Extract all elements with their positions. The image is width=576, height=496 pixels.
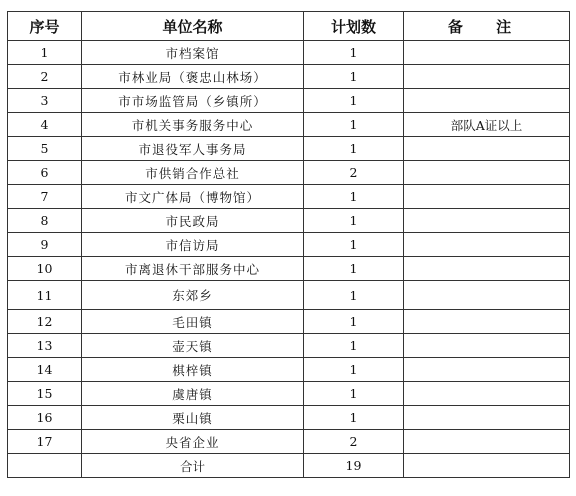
row-plan-count: 1	[304, 185, 404, 209]
row-unit-name: 市机关事务服务中心	[82, 113, 304, 137]
table-row	[8, 382, 570, 406]
row-unit-name: 东郊乡	[82, 281, 304, 310]
row-seq: 2	[8, 65, 82, 89]
row-plan-count: 1	[304, 113, 404, 137]
row-plan-count: 1	[304, 334, 404, 358]
table-row	[8, 310, 570, 334]
row-note	[404, 358, 570, 382]
table-row	[8, 89, 570, 113]
total-row	[8, 454, 570, 478]
row-plan-count: 1	[304, 137, 404, 161]
total-note-cell	[404, 454, 570, 478]
row-note	[404, 185, 570, 209]
row-unit-name: 市信访局	[82, 233, 304, 257]
row-unit-name: 毛田镇	[82, 310, 304, 334]
row-seq: 3	[8, 89, 82, 113]
row-note	[404, 406, 570, 430]
table-row	[8, 233, 570, 257]
row-plan-count: 1	[304, 209, 404, 233]
row-note: 部队A证以上	[404, 113, 570, 137]
row-note	[404, 41, 570, 65]
total-seq-cell	[8, 454, 82, 478]
header-row	[8, 12, 570, 41]
row-seq: 15	[8, 382, 82, 406]
row-note	[404, 233, 570, 257]
row-unit-name: 栗山镇	[82, 406, 304, 430]
row-seq: 13	[8, 334, 82, 358]
row-seq: 6	[8, 161, 82, 185]
row-plan-count: 1	[304, 281, 404, 310]
row-unit-name: 央省企业	[82, 430, 304, 454]
row-seq: 17	[8, 430, 82, 454]
row-plan-count: 1	[304, 358, 404, 382]
total-label: 合计	[82, 454, 304, 478]
row-note	[404, 257, 570, 281]
row-plan-count: 1	[304, 233, 404, 257]
row-plan-count: 1	[304, 41, 404, 65]
table-row	[8, 137, 570, 161]
row-unit-name: 市林业局（褒忠山林场）	[82, 65, 304, 89]
table-row	[8, 281, 570, 310]
table-row	[8, 41, 570, 65]
table-row	[8, 113, 570, 137]
row-seq: 4	[8, 113, 82, 137]
row-note	[404, 209, 570, 233]
table-row	[8, 334, 570, 358]
row-plan-count: 1	[304, 406, 404, 430]
table-row	[8, 358, 570, 382]
table-row	[8, 430, 570, 454]
row-note	[404, 430, 570, 454]
row-plan-count: 1	[304, 65, 404, 89]
row-unit-name: 市离退休干部服务中心	[82, 257, 304, 281]
row-plan-count: 1	[304, 257, 404, 281]
header-note: 备 注	[404, 12, 570, 41]
row-plan-count: 2	[304, 161, 404, 185]
row-unit-name: 棋梓镇	[82, 358, 304, 382]
row-seq: 5	[8, 137, 82, 161]
row-note	[404, 334, 570, 358]
table-row	[8, 257, 570, 281]
table-body	[8, 41, 570, 478]
row-plan-count: 2	[304, 430, 404, 454]
row-unit-name: 虞唐镇	[82, 382, 304, 406]
recruitment-plan-table	[7, 11, 570, 478]
row-note	[404, 89, 570, 113]
row-seq: 7	[8, 185, 82, 209]
row-seq: 11	[8, 281, 82, 310]
row-unit-name: 市供销合作总社	[82, 161, 304, 185]
row-note	[404, 382, 570, 406]
row-seq: 10	[8, 257, 82, 281]
table-row	[8, 65, 570, 89]
row-note	[404, 281, 570, 310]
table-row	[8, 406, 570, 430]
row-note	[404, 65, 570, 89]
row-unit-name: 市民政局	[82, 209, 304, 233]
row-unit-name: 市退役军人事务局	[82, 137, 304, 161]
row-plan-count: 1	[304, 89, 404, 113]
header-count: 计划数	[304, 12, 404, 41]
header-seq: 序号	[8, 12, 82, 41]
row-seq: 1	[8, 41, 82, 65]
row-seq: 9	[8, 233, 82, 257]
row-unit-name: 市文广体局（博物馆）	[82, 185, 304, 209]
row-unit-name: 壶天镇	[82, 334, 304, 358]
row-note	[404, 137, 570, 161]
row-seq: 8	[8, 209, 82, 233]
row-seq: 16	[8, 406, 82, 430]
row-seq: 12	[8, 310, 82, 334]
row-note	[404, 161, 570, 185]
row-seq: 14	[8, 358, 82, 382]
header-unit: 单位名称	[82, 12, 304, 41]
row-unit-name: 市市场监管局（乡镇所）	[82, 89, 304, 113]
table-row	[8, 161, 570, 185]
table-row	[8, 209, 570, 233]
row-plan-count: 1	[304, 310, 404, 334]
row-note	[404, 310, 570, 334]
row-unit-name: 市档案馆	[82, 41, 304, 65]
table-row	[8, 185, 570, 209]
row-plan-count: 1	[304, 382, 404, 406]
total-count: 19	[304, 454, 404, 478]
